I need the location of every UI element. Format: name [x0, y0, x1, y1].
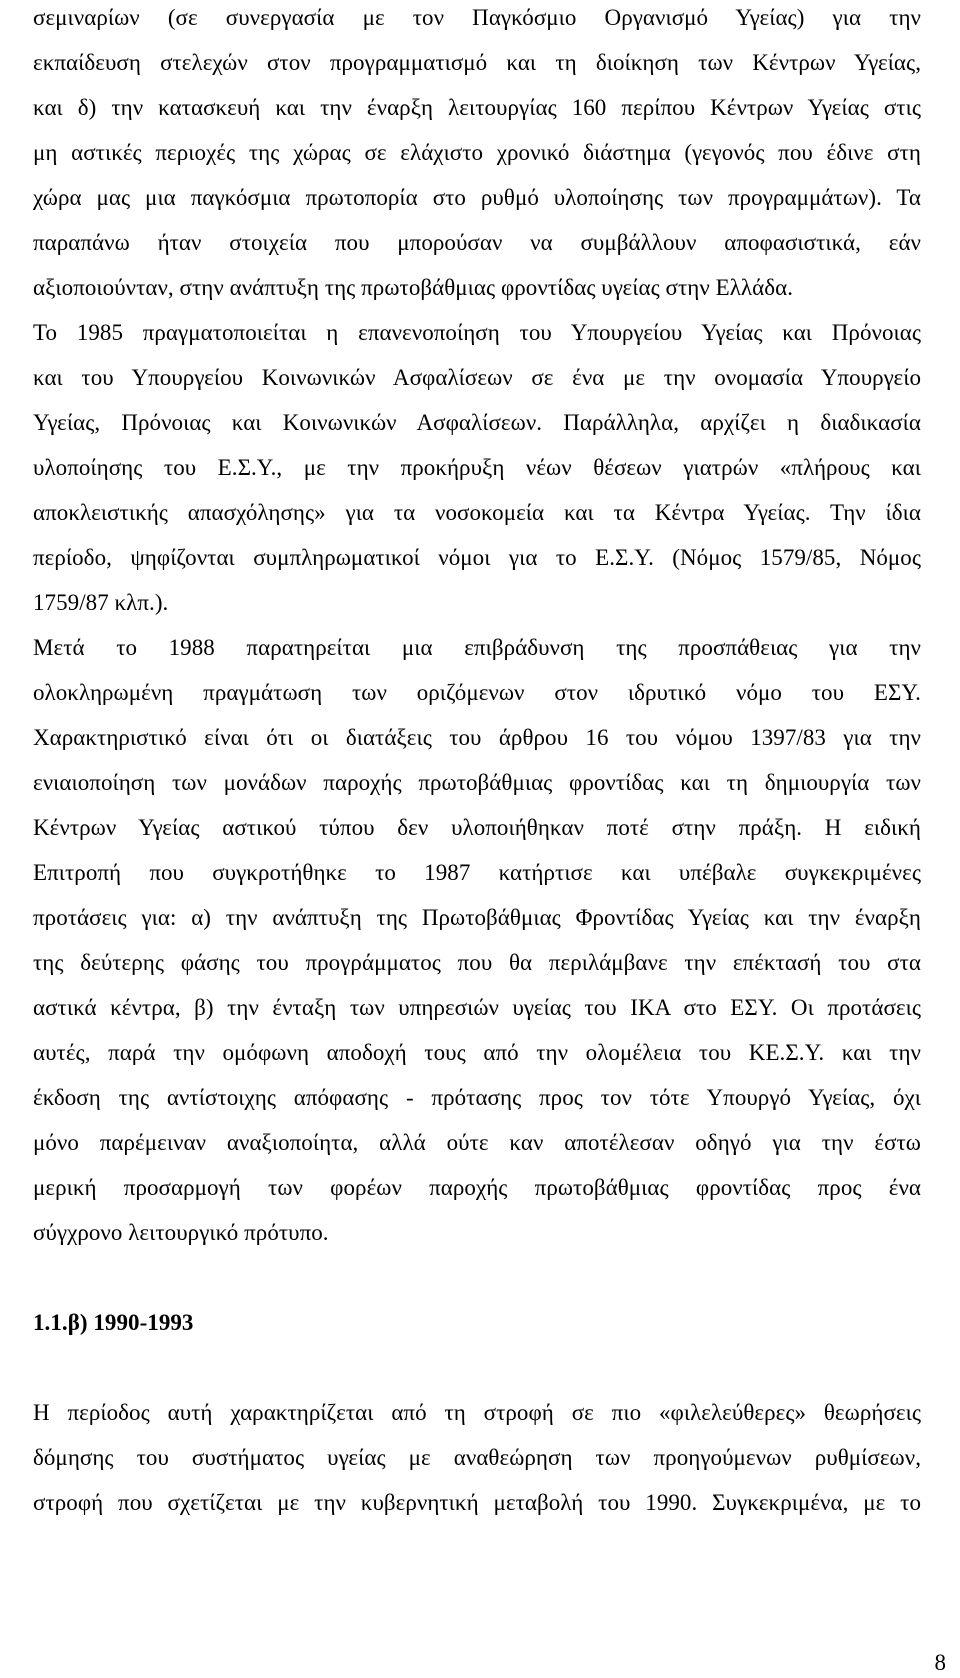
- text-line: Χαρακτηριστικό είναι ότι οι διατάξεις του άρθρου 16 του νόμου 1397/83 για την: [33, 725, 921, 750]
- text-line: αστικά κέντρα, β) την ένταξη των υπηρεσιών υγείας του ΙΚΑ στο ΕΣΥ. Οι προτάσεις: [33, 995, 921, 1020]
- text-line: σεμιναρίων (σε συνεργασία με τον Παγκόσμιο Οργανισμό Υγείας) για την: [33, 5, 921, 30]
- text-line: σύγχρονο λειτουργικό πρότυπο.: [33, 1220, 329, 1245]
- text-line: και δ) την κατασκευή και την έναρξη λειτουργίας 160 περίπου Κέντρων Υγείας στις: [33, 95, 921, 120]
- text-line: 1759/87 κλπ.).: [33, 590, 169, 615]
- text-line: Υγείας, Πρόνοιας και Κοινωνικών Ασφαλίσεων. Παράλληλα, αρχίζει η διαδικασία: [33, 410, 921, 435]
- text-line: Μετά το 1988 παρατηρείται μια επιβράδυνση της προσπάθειας για την: [33, 635, 921, 660]
- text-line: αξιοποιούνταν, στην ανάπτυξη της πρωτοβάθμιας φροντίδας υγείας στην Ελλάδα.: [33, 275, 794, 300]
- text-line: περίοδο, ψηφίζονται συμπληρωματικοί νόμοι για το Ε.Σ.Υ. (Νόμος 1579/85, Νόμος: [33, 545, 921, 570]
- text-line: εκπαίδευση στελεχών στον προγραμματισμό και τη διοίκηση των Κέντρων Υγείας,: [33, 50, 921, 75]
- text-line: και του Υπουργείου Κοινωνικών Ασφαλίσεων σε ένα με την ονομασία Υπουργείο: [33, 365, 921, 390]
- text-line: παραπάνω ήταν στοιχεία που μπορούσαν να συμβάλλουν αποφασιστικά, εάν: [33, 230, 921, 255]
- text-line: αυτές, παρά την ομόφωνη αποδοχή τους από την ολομέλεια του ΚΕ.Σ.Υ. και την: [33, 1040, 921, 1065]
- text-line: στροφή που σχετίζεται με την κυβερνητική μεταβολή του 1990. Συγκεκριμένα, με το: [33, 1490, 921, 1515]
- text-line: της δεύτερης φάσης του προγράμματος που θα περιλάμβανε την επέκτασή του στα: [33, 950, 921, 975]
- text-line: μερική προσαρμογή των φορέων παροχής πρωτοβάθμιας φροντίδας προς ένα: [33, 1175, 921, 1200]
- text-line: χώρα μας μια παγκόσμια πρωτοπορία στο ρυθμό υλοποίησης των προγραμμάτων). Τα: [33, 185, 921, 210]
- text-line: δόμησης του συστήματος υγείας με αναθεώρηση των προηγούμενων ρυθμίσεων,: [33, 1445, 921, 1470]
- section-heading: 1.1.β) 1990-1993: [33, 1310, 194, 1335]
- text-line: μόνο παρέμειναν αναξιοποίητα, αλλά ούτε καν αποτέλεσαν οδηγό για την έστω: [33, 1130, 921, 1155]
- page-number: 8: [934, 1650, 946, 1675]
- text-line: έκδοση της αντίστοιχης απόφασης - πρότασης προς τον τότε Υπουργό Υγείας, όχι: [33, 1085, 921, 1110]
- text-line: ενιαιοποίηση των μονάδων παροχής πρωτοβάθμιας φροντίδας και τη δημιουργία των: [33, 770, 921, 795]
- text-line: υλοποίησης του Ε.Σ.Υ., με την προκήρυξη νέων θέσεων γιατρών «πλήρους και: [33, 455, 921, 480]
- text-line: Επιτροπή που συγκροτήθηκε το 1987 κατήρτισε και υπέβαλε συγκεκριμένες: [33, 860, 921, 885]
- text-line: αποκλειστικής απασχόλησης» για τα νοσοκομεία και τα Κέντρα Υγείας. Την ίδια: [33, 500, 921, 525]
- text-line: ολοκληρωμένη πραγμάτωση των οριζόμενων στον ιδρυτικό νόμο του ΕΣΥ.: [33, 680, 921, 705]
- text-line: Το 1985 πραγματοποιείται η επανενοποίηση του Υπουργείου Υγείας και Πρόνοιας: [33, 320, 921, 345]
- text-line: προτάσεις για: α) την ανάπτυξη της Πρωτοβάθμιας Φροντίδας Υγείας και την έναρξη: [33, 905, 921, 930]
- text-line: Κέντρων Υγείας αστικού τύπου δεν υλοποιήθηκαν ποτέ στην πράξη. Η ειδική: [33, 815, 921, 840]
- text-line: μη αστικές περιοχές της χώρας σε ελάχιστο χρονικό διάστημα (γεγονός που έδινε στη: [33, 140, 921, 165]
- text-line: Η περίοδος αυτή χαρακτηρίζεται από τη στροφή σε πιο «φιλελεύθερες» θεωρήσεις: [33, 1400, 921, 1425]
